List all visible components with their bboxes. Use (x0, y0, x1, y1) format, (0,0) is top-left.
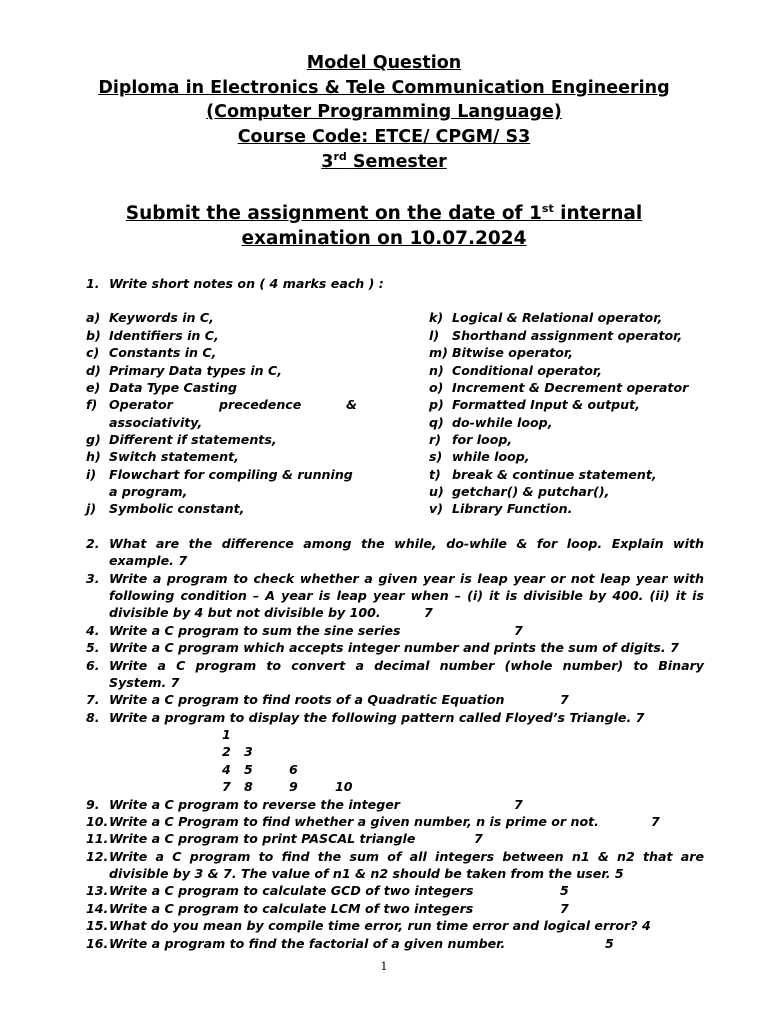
list-item-label: v) (429, 501, 443, 516)
question-text: Write a C program to calculate GCD of two integers (109, 883, 474, 898)
list-item: getchar() & putchar(), (452, 484, 610, 499)
list-item-label: g) (86, 432, 101, 447)
submit-notice-line1: Submit the assignment on the date of 1st internal (125, 201, 643, 224)
list-item: Bitwise operator, (452, 345, 574, 360)
list-item: for loop, (452, 432, 513, 447)
question-number: 2. (86, 536, 100, 551)
list-item-label: u) (429, 484, 444, 499)
question-text: Write a C program to reverse the integer (109, 797, 400, 812)
list-item-label: h) (86, 449, 101, 464)
list-item: Shorthand assignment operator, (452, 328, 683, 343)
question-number: 14. (86, 901, 109, 916)
list-item: Formatted Input & output, (452, 397, 640, 412)
list-item-label: j) (86, 501, 97, 516)
list-item: break & continue statement, (452, 467, 657, 482)
triangle-value: 7 (222, 779, 231, 794)
list-item: Data Type Casting (109, 380, 238, 395)
list-item-label: f) (86, 397, 98, 412)
question-text: Write a C program which accepts integer number and prints the sum of digits. 7 (109, 640, 679, 655)
question-text: Write a C program to find the sum of all integers between n1 & n2 that are (109, 849, 704, 864)
list-item-part: Operator (109, 397, 173, 412)
list-item: Switch statement, (109, 449, 239, 464)
list-item: Library Function. (452, 501, 573, 516)
question-marks: 5 (560, 883, 569, 898)
list-item-label: m) (429, 345, 448, 360)
list-item-label: n) (429, 363, 444, 378)
question-number: 6. (86, 658, 100, 673)
list-item: while loop, (452, 449, 530, 464)
list-item-label: e) (86, 380, 101, 395)
question-text: Write a C program to sum the sine series (109, 623, 401, 638)
question-marks: 7 (424, 605, 433, 620)
triangle-value: 1 (222, 727, 231, 742)
list-item: do-while loop, (452, 415, 553, 430)
question-number: 1. (86, 276, 100, 291)
list-item: Constants in C, (109, 345, 217, 360)
question-marks: 7 (514, 623, 523, 638)
question-text-continuation: divisible by 4 but not divisible by 100. (109, 605, 381, 620)
question-text: What do you mean by compile time error, run time error and logical error? 4 (109, 918, 651, 933)
question-text: Write a C program to print PASCAL triangle (109, 831, 416, 846)
question-number: 7. (86, 692, 100, 707)
list-item-label: s) (429, 449, 443, 464)
list-item-label: c) (86, 345, 100, 360)
list-item-label: p) (429, 397, 444, 412)
question-text: Write a program to display the following pattern called Floyed’s Triangle. 7 (109, 710, 645, 725)
question-text-continuation: System. 7 (109, 675, 180, 690)
semester: 3rd Semester (321, 150, 447, 172)
list-item: Conditional operator, (452, 363, 603, 378)
question-number: 4. (86, 623, 100, 638)
list-item-label: o) (429, 380, 444, 395)
list-item: Flowchart for compiling & running (109, 467, 353, 482)
triangle-value: 3 (244, 744, 253, 759)
list-item-part: & (346, 397, 357, 412)
question-text: Write a program to find the factorial of a given number. (109, 936, 506, 951)
question-text: Write short notes on ( 4 marks each ) : (109, 276, 384, 291)
submit-notice-line2: examination on 10.07.2024 (241, 228, 527, 249)
question-number: 9. (86, 797, 100, 812)
list-item-label: i) (86, 467, 97, 482)
list-item-part: precedence (219, 397, 302, 412)
list-item: Primary Data types in C, (109, 363, 283, 378)
list-item: Logical & Relational operator, (452, 310, 663, 325)
triangle-value: 8 (244, 779, 253, 794)
list-item-label: d) (86, 363, 101, 378)
question-text: Write a C program to convert a decimal number (whole number) to Binary (109, 658, 704, 673)
question-marks: 7 (560, 692, 569, 707)
question-text: What are the difference among the while, do-while & for loop. Explain with (109, 536, 704, 551)
question-number: 16. (86, 936, 109, 951)
question-text: Write a C Program to find whether a given number, n is prime or not. (109, 814, 599, 829)
subject-title: (Computer Programming Language) (206, 102, 562, 122)
question-number: 5. (86, 640, 100, 655)
triangle-value: 10 (335, 779, 353, 794)
doc-title: Model Question (306, 53, 462, 73)
question-marks: 7 (514, 797, 523, 812)
question-text-continuation: example. 7 (109, 553, 188, 568)
list-item-label: q) (429, 415, 444, 430)
question-marks: 7 (651, 814, 660, 829)
question-number: 3. (86, 571, 100, 586)
question-text-continuation: divisible by 3 & 7. The value of n1 & n2 should be taken from the user. 5 (109, 866, 624, 881)
list-item-label: a) (86, 310, 101, 325)
triangle-value: 9 (289, 779, 298, 794)
question-marks: 5 (605, 936, 614, 951)
list-item-label: k) (429, 310, 444, 325)
triangle-value: 5 (244, 762, 253, 777)
diploma-title: Diploma in Electronics & Tele Communication Engineering (98, 78, 670, 98)
question-text: Write a C program to calculate LCM of two integers (109, 901, 474, 916)
list-item: Identifiers in C, (109, 328, 219, 343)
list-item: Symbolic constant, (109, 501, 245, 516)
list-item-label: r) (429, 432, 441, 447)
list-item-continuation: associativity, (109, 415, 203, 430)
triangle-value: 6 (289, 762, 298, 777)
list-item: Keywords in C, (109, 310, 214, 325)
question-marks: 7 (474, 831, 483, 846)
question-number: 15. (86, 918, 109, 933)
course-code: Course Code: ETCE/ CPGM/ S3 (237, 127, 531, 147)
question-number: 12. (86, 849, 109, 864)
question-number: 11. (86, 831, 109, 846)
question-number: 8. (86, 710, 100, 725)
question-text-continuation: following condition – A year is leap year when – (i) it is divisible by 400. (ii) it is (109, 588, 704, 603)
list-item-label: t) (429, 467, 441, 482)
question-text: Write a C program to find roots of a Quadratic Equation (109, 692, 505, 707)
triangle-value: 2 (222, 744, 231, 759)
list-item-label: l) (429, 328, 440, 343)
list-item-continuation: a program, (109, 484, 188, 499)
question-marks: 7 (560, 901, 569, 916)
page-number: 1 (380, 960, 388, 973)
question-number: 10. (86, 814, 109, 829)
question-text: Write a program to check whether a given year is leap year or not leap year with (109, 571, 704, 586)
list-item: Increment & Decrement operator (452, 380, 689, 395)
question-number: 13. (86, 883, 109, 898)
list-item: Different if statements, (109, 432, 277, 447)
list-item-label: b) (86, 328, 101, 343)
triangle-value: 4 (222, 762, 231, 777)
